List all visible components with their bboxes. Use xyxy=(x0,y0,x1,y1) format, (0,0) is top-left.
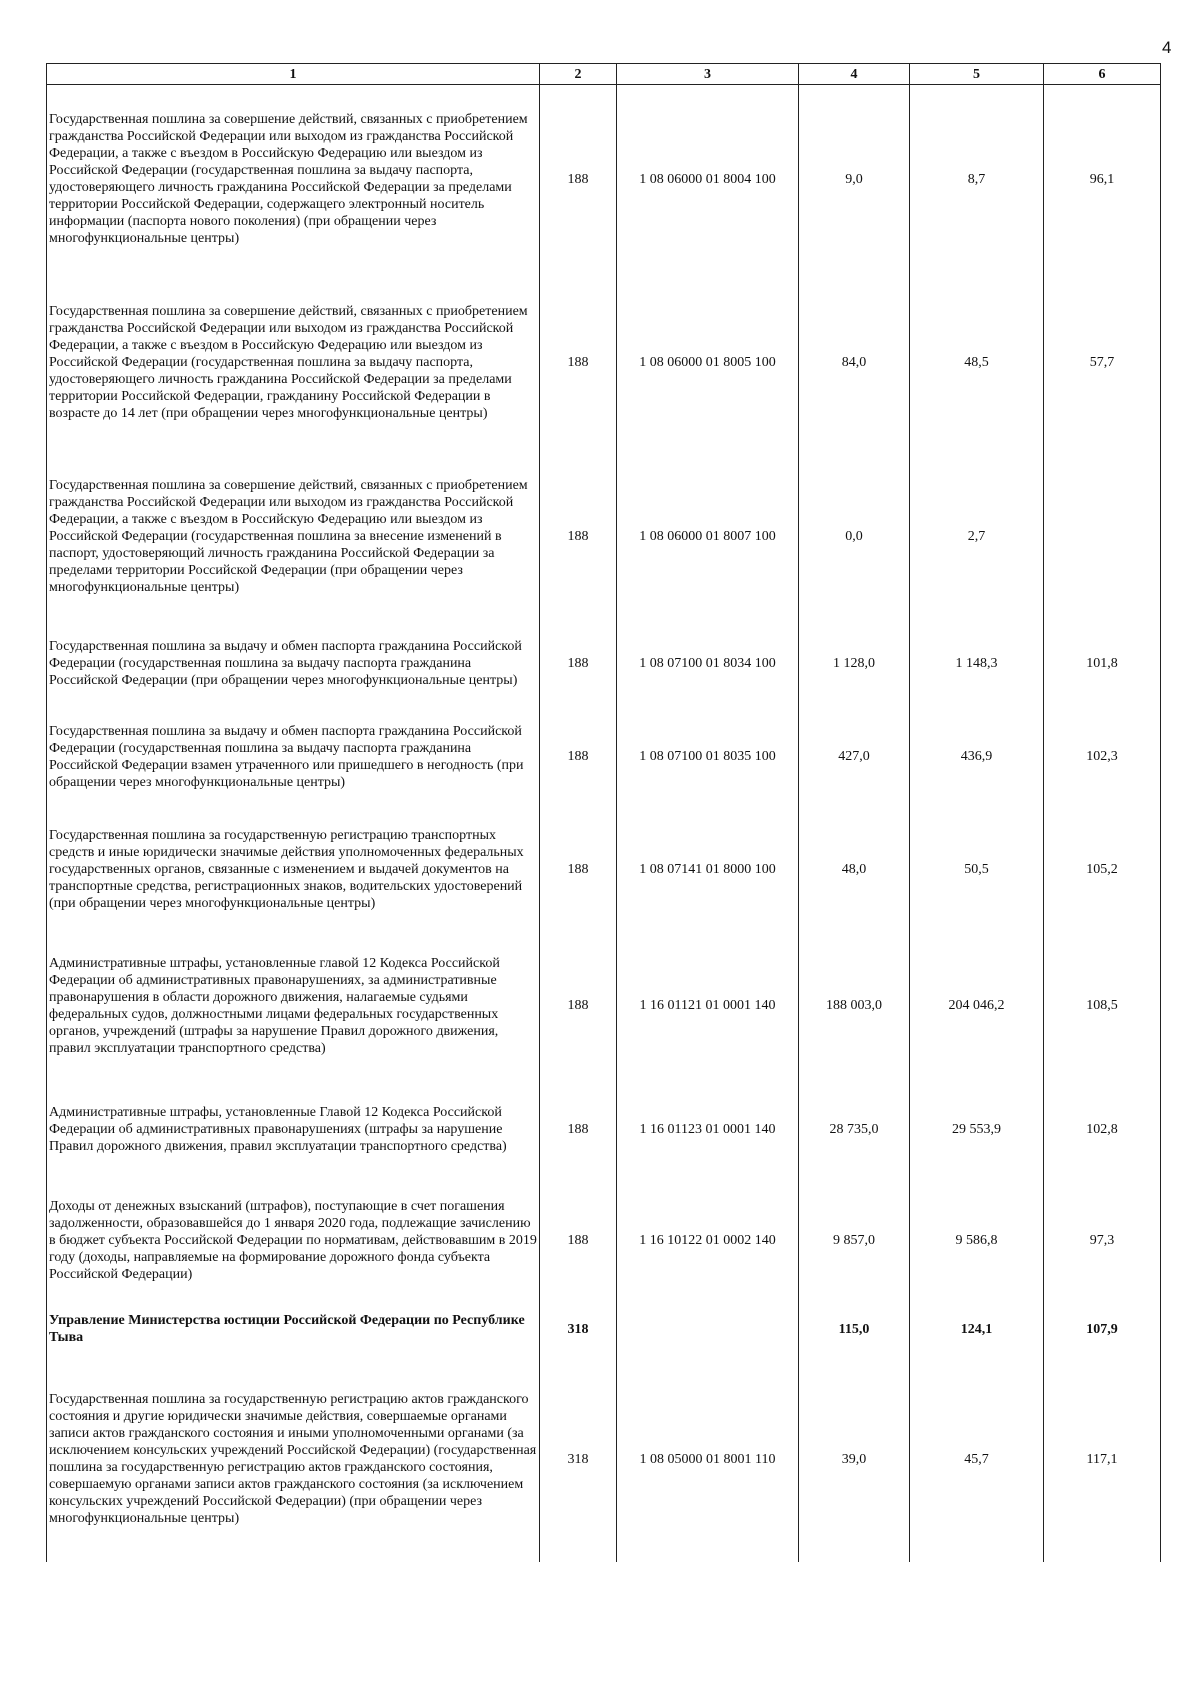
row-plan: 48,0 xyxy=(799,808,910,932)
row-budget-code xyxy=(617,1302,799,1357)
row-plan: 39,0 xyxy=(799,1357,910,1562)
row-name: Государственная пошлина за совершение действий, связанных с приобретением гражданства Российской Федерации или выходом из гражданства Российской Федерации, а также с въездом в Российскую Федерацию или выездом из Российской Федерации (государственная пошлина за внесение изменений в паспорт, удостоверяющий личность гражданина Российской Федерации за пределами территории Российской Федерации (при обращении через многофункциональные центры) xyxy=(47,452,540,622)
row-budget-code: 1 08 06000 01 8005 100 xyxy=(617,274,799,452)
row-name: Доходы от денежных взысканий (штрафов), поступающие в счет погашения задолженности, образовавшейся до 1 января 2020 года, подлежащие зачислению в бюджет субъекта Российской Федерации по нормативам, действовавшим в 2019 году (доходы, направляемые на формирование дорожного фонда субъекта Российской Федерации) xyxy=(47,1180,540,1302)
table-row xyxy=(47,808,1161,932)
row-percent: 101,8 xyxy=(1044,622,1161,706)
row-plan: 9,0 xyxy=(799,85,910,274)
row-percent xyxy=(1044,452,1161,622)
row-actual: 8,7 xyxy=(910,85,1044,274)
row-actual: 1 148,3 xyxy=(910,622,1044,706)
row-admin-code: 318 xyxy=(540,1302,617,1357)
row-budget-code: 1 16 01123 01 0001 140 xyxy=(617,1080,799,1180)
row-budget-code: 1 08 07100 01 8034 100 xyxy=(617,622,799,706)
row-plan: 0,0 xyxy=(799,452,910,622)
row-name: Государственная пошлина за выдачу и обмен паспорта гражданина Российской Федерации (государственная пошлина за выдачу паспорта гражданина Российской Федерации (при обращении через многофункциональные центры) xyxy=(47,622,540,706)
row-admin-code: 318 xyxy=(540,1357,617,1562)
row-plan: 84,0 xyxy=(799,274,910,452)
row-plan: 427,0 xyxy=(799,706,910,808)
row-percent: 102,3 xyxy=(1044,706,1161,808)
row-name: Административные штрафы, установленные главой 12 Кодекса Российской Федерации об административных правонарушениях, за административные правонарушения в области дорожного движения, налагаемые судьями федеральных судов, должностными лицами федеральных государственных органов, учреждений (штрафы за нарушение Правил дорожного движения, правил эксплуатации транспортного средства) xyxy=(47,932,540,1080)
row-name: Административные штрафы, установленные Главой 12 Кодекса Российской Федерации об административных правонарушениях (штрафы за нарушение Правил дорожного движения, правил эксплуатации транспортного средства) xyxy=(47,1080,540,1180)
row-name: Государственная пошлина за государственную регистрацию актов гражданского состояния и другие юридически значимые действия, совершаемые органами записи актов гражданского состояния и иными уполномоченными органами (за исключением консульских учреждений Российской Федерации) (государственная пошлина за государственную регистрацию актов гражданского состояния, совершаемую органами записи актов гражданского состояния (за исключением консульских учреждений Российской Федерации) (при обращении через многофункциональные центры) xyxy=(47,1357,540,1562)
row-name: Государственная пошлина за государственную регистрацию транспортных средств и иные юридически значимые действия уполномоченных федеральных государственных органов, связанные с изменением и выдачей документов на транспортные средства, регистрационных знаков, водительских удостоверений (при обращении через многофункциональные центры) xyxy=(47,808,540,932)
row-admin-code: 188 xyxy=(540,808,617,932)
row-plan: 115,0 xyxy=(799,1302,910,1357)
row-actual: 9 586,8 xyxy=(910,1180,1044,1302)
row-name: Государственная пошлина за совершение действий, связанных с приобретением гражданства Российской Федерации или выходом из гражданства Российской Федерации, а также с въездом в Российскую Федерацию или выездом из Российской Федерации (государственная пошлина за выдачу паспорта, удостоверяющего личность гражданина Российской Федерации за пределами территории Российской Федерации, гражданину Российской Федерации в возрасте до 14 лет (при обращении через многофункциональные центры) xyxy=(47,274,540,452)
row-plan: 9 857,0 xyxy=(799,1180,910,1302)
table-row xyxy=(47,622,1161,706)
row-percent: 102,8 xyxy=(1044,1080,1161,1180)
row-percent: 97,3 xyxy=(1044,1180,1161,1302)
row-budget-code: 1 08 06000 01 8004 100 xyxy=(617,85,799,274)
row-admin-code: 188 xyxy=(540,85,617,274)
column-header-6: 6 xyxy=(1044,64,1161,85)
table-row-section xyxy=(47,1302,1161,1357)
row-percent: 57,7 xyxy=(1044,274,1161,452)
row-admin-code: 188 xyxy=(540,274,617,452)
column-header-1: 1 xyxy=(47,64,540,85)
row-name: Государственная пошлина за совершение действий, связанных с приобретением гражданства Российской Федерации или выходом из гражданства Российской Федерации, а также с въездом в Российскую Федерацию или выездом из Российской Федерации (государственная пошлина за выдачу паспорта, удостоверяющего личность гражданина Российской Федерации за пределами территории Российской Федерации, содержащего электронный носитель информации (паспорта нового поколения) (при обращении через многофункциональные центры) xyxy=(47,85,540,274)
page-number: 4 xyxy=(1162,38,1172,57)
table-row xyxy=(47,274,1161,452)
row-admin-code: 188 xyxy=(540,452,617,622)
row-admin-code: 188 xyxy=(540,622,617,706)
row-admin-code: 188 xyxy=(540,1080,617,1180)
row-plan: 1 128,0 xyxy=(799,622,910,706)
row-budget-code: 1 08 07141 01 8000 100 xyxy=(617,808,799,932)
row-plan: 188 003,0 xyxy=(799,932,910,1080)
revenue-table xyxy=(46,63,1161,1562)
row-actual: 45,7 xyxy=(910,1357,1044,1562)
row-admin-code: 188 xyxy=(540,706,617,808)
column-header-3: 3 xyxy=(617,64,799,85)
row-actual: 48,5 xyxy=(910,274,1044,452)
row-budget-code: 1 08 05000 01 8001 110 xyxy=(617,1357,799,1562)
row-actual: 124,1 xyxy=(910,1302,1044,1357)
row-admin-code: 188 xyxy=(540,1180,617,1302)
table-row xyxy=(47,1080,1161,1180)
row-actual: 436,9 xyxy=(910,706,1044,808)
table-row xyxy=(47,85,1161,274)
table-row xyxy=(47,452,1161,622)
row-name: Государственная пошлина за выдачу и обмен паспорта гражданина Российской Федерации (государственная пошлина за выдачу паспорта гражданина Российской Федерации взамен утраченного или пришедшего в негодность (при обращении через многофункциональные центры) xyxy=(47,706,540,808)
row-budget-code: 1 08 07100 01 8035 100 xyxy=(617,706,799,808)
column-header-4: 4 xyxy=(799,64,910,85)
row-percent: 107,9 xyxy=(1044,1302,1161,1357)
row-percent: 96,1 xyxy=(1044,85,1161,274)
row-admin-code: 188 xyxy=(540,932,617,1080)
row-plan: 28 735,0 xyxy=(799,1080,910,1180)
row-budget-code: 1 16 10122 01 0002 140 xyxy=(617,1180,799,1302)
row-budget-code: 1 16 01121 01 0001 140 xyxy=(617,932,799,1080)
table-row xyxy=(47,1357,1161,1562)
row-percent: 105,2 xyxy=(1044,808,1161,932)
table-row xyxy=(47,932,1161,1080)
row-percent: 108,5 xyxy=(1044,932,1161,1080)
column-header-5: 5 xyxy=(910,64,1044,85)
row-name: Управление Министерства юстиции Российской Федерации по Республике Тыва xyxy=(47,1302,540,1357)
row-percent: 117,1 xyxy=(1044,1357,1161,1562)
row-budget-code: 1 08 06000 01 8007 100 xyxy=(617,452,799,622)
table-row xyxy=(47,706,1161,808)
row-actual: 204 046,2 xyxy=(910,932,1044,1080)
row-actual: 2,7 xyxy=(910,452,1044,622)
row-actual: 29 553,9 xyxy=(910,1080,1044,1180)
table-header-row xyxy=(47,64,1161,85)
column-header-2: 2 xyxy=(540,64,617,85)
row-actual: 50,5 xyxy=(910,808,1044,932)
table-row xyxy=(47,1180,1161,1302)
